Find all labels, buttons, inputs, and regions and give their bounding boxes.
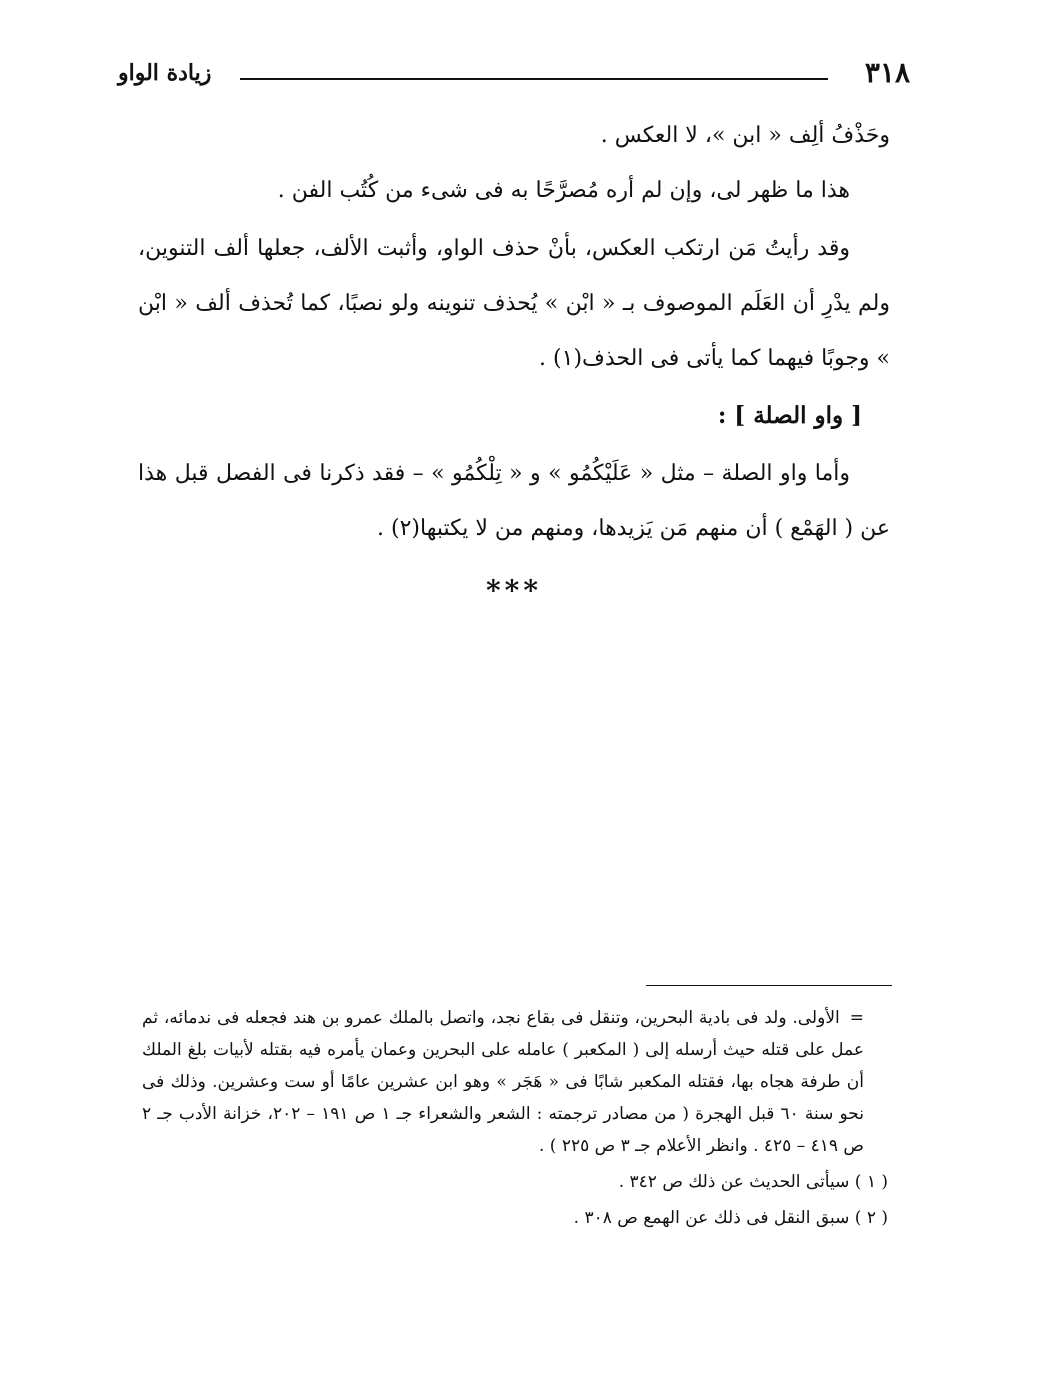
continuation-mark: =	[849, 1008, 864, 1028]
footnote-rule	[646, 985, 892, 986]
paragraph-4: وأما واو الصلة – مثل « عَلَيْكُمُو » و « تِلْكُمُو » – فقد ذكرنا فى الفصل قبل هذا عن ( الهَمْع ) أن منهم مَن يَزيدها، ومنهم من لا يكتبها(٢) .	[138, 461, 890, 541]
footnote-2: ( ٢ ) سبق النقل فى ذلك عن الهمع ص ٣٠٨ .	[573, 1208, 888, 1228]
header-rule	[240, 78, 828, 80]
running-header	[118, 56, 910, 96]
section-heading: [ واو الصلة ] :	[717, 402, 862, 429]
body-text	[138, 108, 890, 616]
paragraph-3: وقد رأيتُ مَن ارتكب العكس، بأنْ حذف الواو، وأثبت الألف، جعلها ألف التنوين، ولم يدْرِ أن العَلَم الموصوف بـ « ابْن » يُحذف تنوينه ولو نصبًا، كما تُحذف ألف « ابْن » وجوبًا فيهما كما يأتى فى الحذف(١) .	[138, 236, 890, 371]
running-title: زيادة الواو	[118, 60, 212, 86]
paragraph-2: هذا ما ظهر لى، وإن لم أره مُصرَّحًا به فى شىء من كُتُب الفن .	[277, 178, 850, 203]
section-divider-stars: ***	[486, 574, 542, 607]
footnote-continuation	[142, 1002, 888, 1162]
paragraph-1: وحَذْفُ ألِف « ابن »، لا العكس .	[600, 123, 890, 148]
footnote-1: ( ١ ) سيأتى الحديث عن ذلك ص ٣٤٢ .	[618, 1172, 888, 1192]
footnotes	[142, 1002, 888, 1234]
page-number: ٣١٨	[864, 56, 910, 89]
footnote-continuation-text: الأولى. ولد فى بادية البحرين، وتنقل فى بقاع نجد، واتصل بالملك عمرو بن هند فجعله فى ندمائه، ثم عمل على قتله حيث أرسله إلى ( المكعبر ) عامله على البحرين وعمان يأمره فيه بقتله لأبيات بلغ الملك أن طرفة هجاه بها، فقتله المكعبر شابًا فى « هَجَر » وهو ابن عشرين عامًا أو ست وعشرين. وذلك فى نحو سنة ٦٠ قبل الهجرة ( من مصادر ترجمته : الشعر والشعراء جـ ١ ص ١٩١ – ٢٠٢، خزانة الأدب جـ ٢ ص ٤١٩ – ٤٢٥ . وانظر الأعلام جـ ٣ ص ٢٢٥ ) .	[142, 1008, 864, 1156]
